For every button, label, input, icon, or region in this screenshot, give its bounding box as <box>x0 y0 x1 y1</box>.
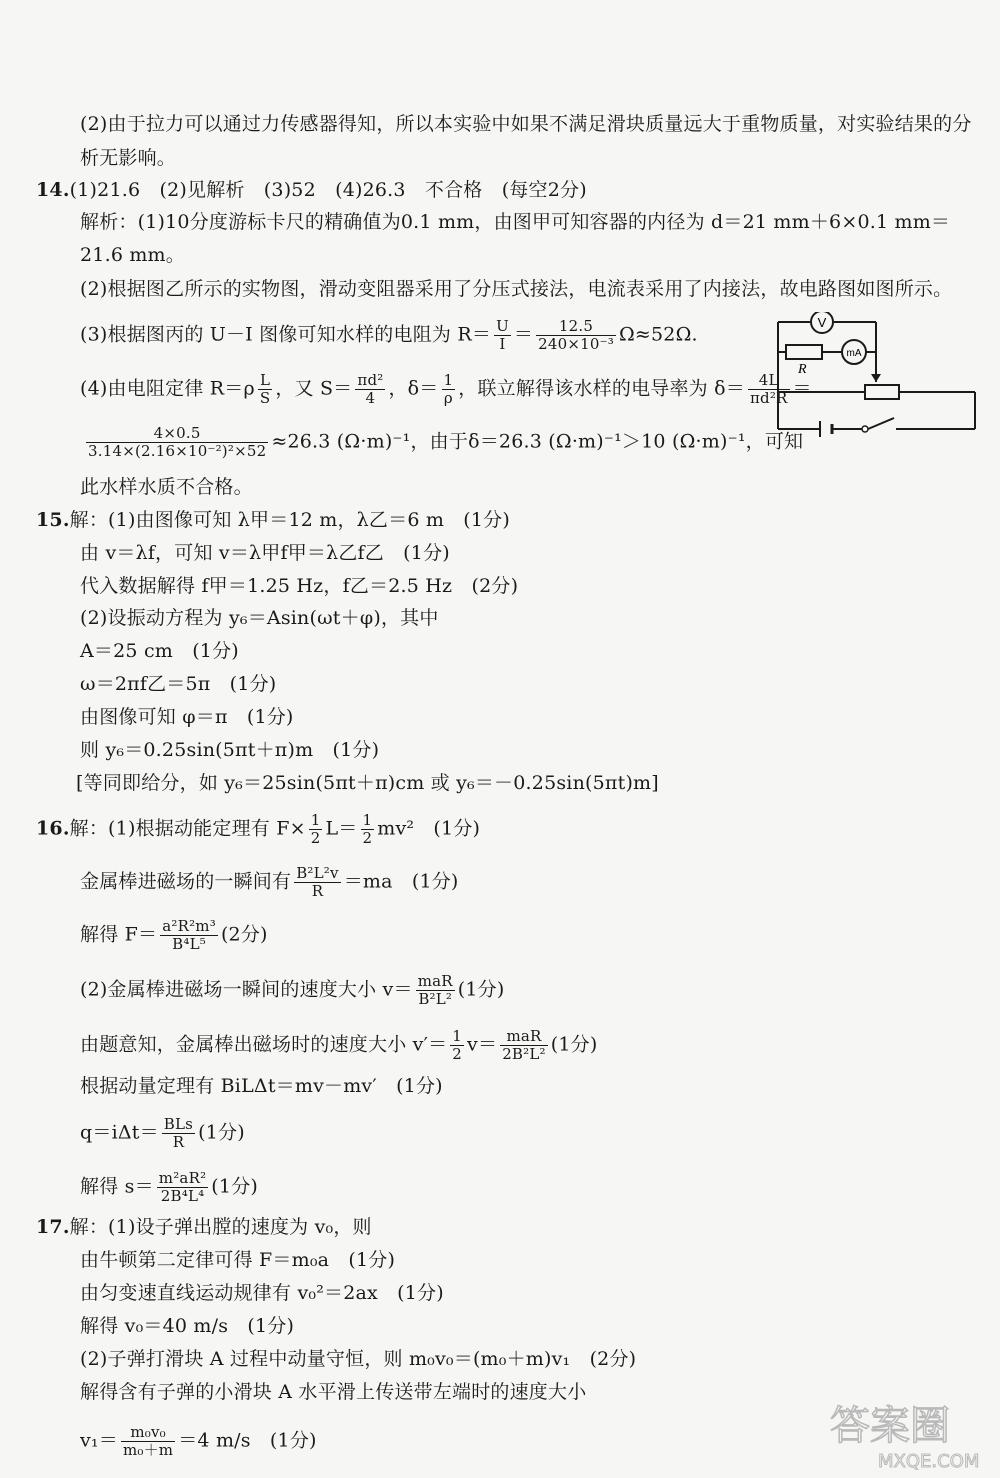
numerator: 4L <box>748 372 790 390</box>
text-span: v＝ <box>467 1033 498 1056</box>
numerator: πd² <box>357 371 384 389</box>
text-span: 解得 F＝ <box>80 923 158 946</box>
text-span: 解：(1)根据动能定理有 F× <box>69 817 306 840</box>
text-line: 由图像可知 φ＝π (1分) <box>80 706 294 728</box>
numerator: 1 <box>362 811 373 829</box>
numerator: maR <box>500 1028 548 1046</box>
denominator: I <box>499 335 506 353</box>
fraction <box>416 973 455 1008</box>
text-line: 析无影响。 <box>80 147 177 169</box>
numerator: a²R²m³ <box>162 917 216 935</box>
formula-line <box>80 372 812 407</box>
numerator: m²aR² <box>158 1169 207 1187</box>
numerator: 1 <box>452 1027 463 1045</box>
denominator: 2 <box>310 829 321 847</box>
text-line: 由匀变速直线运动规律有 v₀²＝2ax (1分) <box>80 1282 444 1304</box>
text-line: 解得含有子弹的小滑块 A 水平滑上传送带左端时的速度大小 <box>80 1381 587 1403</box>
denominator: R <box>172 1133 185 1151</box>
fraction <box>536 318 616 353</box>
text-line: 代入数据解得 f甲＝1.25 Hz，f乙＝2.5 Hz (2分) <box>80 575 519 597</box>
formula-line <box>80 973 504 1008</box>
denominator: 240×10⁻³ <box>538 335 614 353</box>
fraction <box>450 1028 464 1063</box>
question-14 <box>36 178 587 202</box>
text-span: (1分) <box>211 1175 259 1198</box>
resistor-label: R <box>798 362 807 377</box>
text-line: 由 v＝λf，可知 v＝λ甲f甲＝λ乙f乙 (1分) <box>80 542 450 564</box>
denominator: m₀＋m <box>122 1441 174 1459</box>
formula-line <box>80 1170 258 1205</box>
circuit-diagram <box>770 312 980 442</box>
fraction <box>361 812 375 847</box>
denominator: B²L² <box>418 990 453 1008</box>
numerator: U <box>496 317 509 335</box>
formula-line <box>80 1116 245 1151</box>
text-line: (2)子弹打滑块 A 过程中动量守恒，则 m₀v₀＝(m₀＋m)v₁ (2分) <box>80 1348 637 1370</box>
text-span: q＝iΔt＝ <box>80 1121 159 1144</box>
denominator: 2 <box>362 829 373 847</box>
fraction <box>160 918 218 953</box>
switch-blade <box>868 418 894 429</box>
numerator: 4×0.5 <box>86 425 268 443</box>
q14-answers: (1)21.6 (2)见解析 (3)52 (4)26.3 不合格 (每空2分) <box>69 179 587 201</box>
text-line: 此水样水质不合格。 <box>80 476 253 498</box>
question-number: 15. <box>36 509 70 531</box>
text-line: 由牛顿第二定律可得 F＝m₀a (1分) <box>80 1249 396 1271</box>
text-span: 解：(1)由图像可知 λ甲＝12 m，λ乙＝6 m (1分) <box>69 509 510 531</box>
text-span: ，δ＝ <box>388 377 439 400</box>
text-line: (2)设振动方程为 y₆＝Asin(ωt＋φ)，其中 <box>80 607 439 629</box>
text-span: Ω≈52Ω. <box>618 323 698 346</box>
text-span: (1分) <box>457 978 505 1001</box>
formula-line <box>80 1424 317 1459</box>
text-span: 解：(1)设子弹出膛的速度为 v₀，则 <box>69 1216 372 1238</box>
text-span: v₁＝ <box>80 1429 118 1452</box>
fraction <box>309 812 323 847</box>
text-span: 金属棒进磁场的一瞬间有 <box>80 870 292 893</box>
denominator: 2 <box>452 1045 463 1063</box>
formula-line <box>86 425 803 460</box>
numerator: m₀v₀ <box>121 1424 175 1442</box>
text-span: L＝ <box>325 817 358 840</box>
resistor-box <box>786 345 822 359</box>
text-line: [等同即给分，如 y₆＝25sin(5πt＋π)cm 或 y₆＝－0.25sin(5πt)m] <box>76 772 659 794</box>
formula-line <box>80 1028 597 1063</box>
numerator: B²L²v <box>296 864 339 882</box>
text-span: ＝4 m/s (1分) <box>178 1429 317 1452</box>
denominator: 3.14×(2.16×10⁻²)²×52 <box>88 442 267 460</box>
formula-line <box>80 918 268 953</box>
denominator: R <box>311 882 324 900</box>
text-line: 解析：(1)10分度游标卡尺的精确值为0.1 mm，由图甲可知容器的内径为 d＝21 mm＋6×0.1 mm＝ <box>80 211 951 233</box>
denominator: ρ <box>443 389 453 407</box>
text-span: ≈26.3 (Ω·m)⁻¹，由于δ＝26.3 (Ω·m)⁻¹＞10 (Ω·m)⁻¹，可知 <box>271 430 804 453</box>
text-span: ，联立解得该水样的电导率为 δ＝ <box>458 377 745 400</box>
formula-line <box>80 318 698 353</box>
numerator: BLs <box>163 1115 194 1133</box>
question-number: 14. <box>36 179 70 201</box>
milliammeter-label: mA <box>846 348 862 359</box>
text-line: 21.6 mm。 <box>80 244 185 266</box>
watermark-logo <box>820 1395 990 1475</box>
text-span: ＝ma (1分) <box>343 870 459 893</box>
text-span: (1分) <box>198 1121 245 1144</box>
text-span: (4)由电阻定律 R＝ρ <box>80 377 255 400</box>
denominator: 2B⁴L⁴ <box>160 1187 205 1205</box>
text-span: 由题意知，金属棒出磁场时的速度大小 v′＝ <box>80 1033 448 1056</box>
text-span: ＝ <box>792 377 812 400</box>
text-span: (2分) <box>220 923 268 946</box>
numerator: 12.5 <box>536 318 616 336</box>
watermark-cn: 答案圈 <box>830 1403 950 1449</box>
numerator: maR <box>417 972 453 990</box>
text-line: (2)根据图乙所示的实物图，滑动变阻器采用了分压式接法，电流表采用了内接法，故电路图如图所示。 <box>80 278 953 300</box>
text-span: ，又 S＝ <box>275 377 353 400</box>
fraction <box>355 372 385 407</box>
numerator: L <box>258 372 272 390</box>
fraction <box>157 1170 209 1205</box>
question-16 <box>36 812 480 847</box>
rheostat-box <box>865 385 899 399</box>
numerator: 1 <box>443 371 454 389</box>
formula-line <box>80 865 459 900</box>
fraction <box>442 372 456 407</box>
text-line: 则 y₆＝0.25sin(5πt＋π)m (1分) <box>80 739 380 761</box>
text-line: A＝25 cm (1分) <box>80 640 239 662</box>
fraction <box>86 425 268 460</box>
fraction <box>162 1116 195 1151</box>
text-line: 解得 v₀＝40 m/s (1分) <box>80 1315 295 1337</box>
text-line: ω＝2πf乙＝5π (1分) <box>80 673 277 695</box>
question-17 <box>36 1215 372 1239</box>
denominator: 4 <box>365 389 376 407</box>
text-line: 根据动量定理有 BiLΔt＝mv－mv′ (1分) <box>80 1075 443 1097</box>
watermark-en: MXQE.COM <box>878 1451 980 1472</box>
question-number: 17. <box>36 1216 70 1238</box>
fraction <box>294 865 340 900</box>
numerator: 1 <box>310 811 321 829</box>
text-span: mv² (1分) <box>377 817 481 840</box>
fraction <box>121 1424 175 1459</box>
switch-contact <box>862 426 868 432</box>
denominator: B⁴L⁵ <box>172 935 206 953</box>
slider-arrow <box>871 374 881 382</box>
fraction <box>258 372 272 407</box>
voltmeter-label: V <box>817 315 827 330</box>
fraction <box>500 1028 548 1063</box>
denominator: πd²R <box>749 389 788 407</box>
text-line: (2)由于拉力可以通过力传感器得知，所以本实验中如果不满足滑块质量远大于重物质量，对实验结果的分 <box>80 113 972 135</box>
text-span: (2)金属棒进磁场一瞬间的速度大小 v＝ <box>80 978 413 1001</box>
text-span: 解得 s＝ <box>80 1175 154 1198</box>
denominator: 2B²L² <box>502 1045 546 1063</box>
text-span: (3)根据图丙的 U－I 图像可知水样的电阻为 R＝ <box>80 323 492 346</box>
text-span: ＝ <box>513 323 534 346</box>
text-span: (1分) <box>550 1033 598 1056</box>
question-15 <box>36 508 510 532</box>
denominator: S <box>259 389 271 407</box>
question-number: 16. <box>36 817 70 840</box>
fraction <box>494 318 511 353</box>
